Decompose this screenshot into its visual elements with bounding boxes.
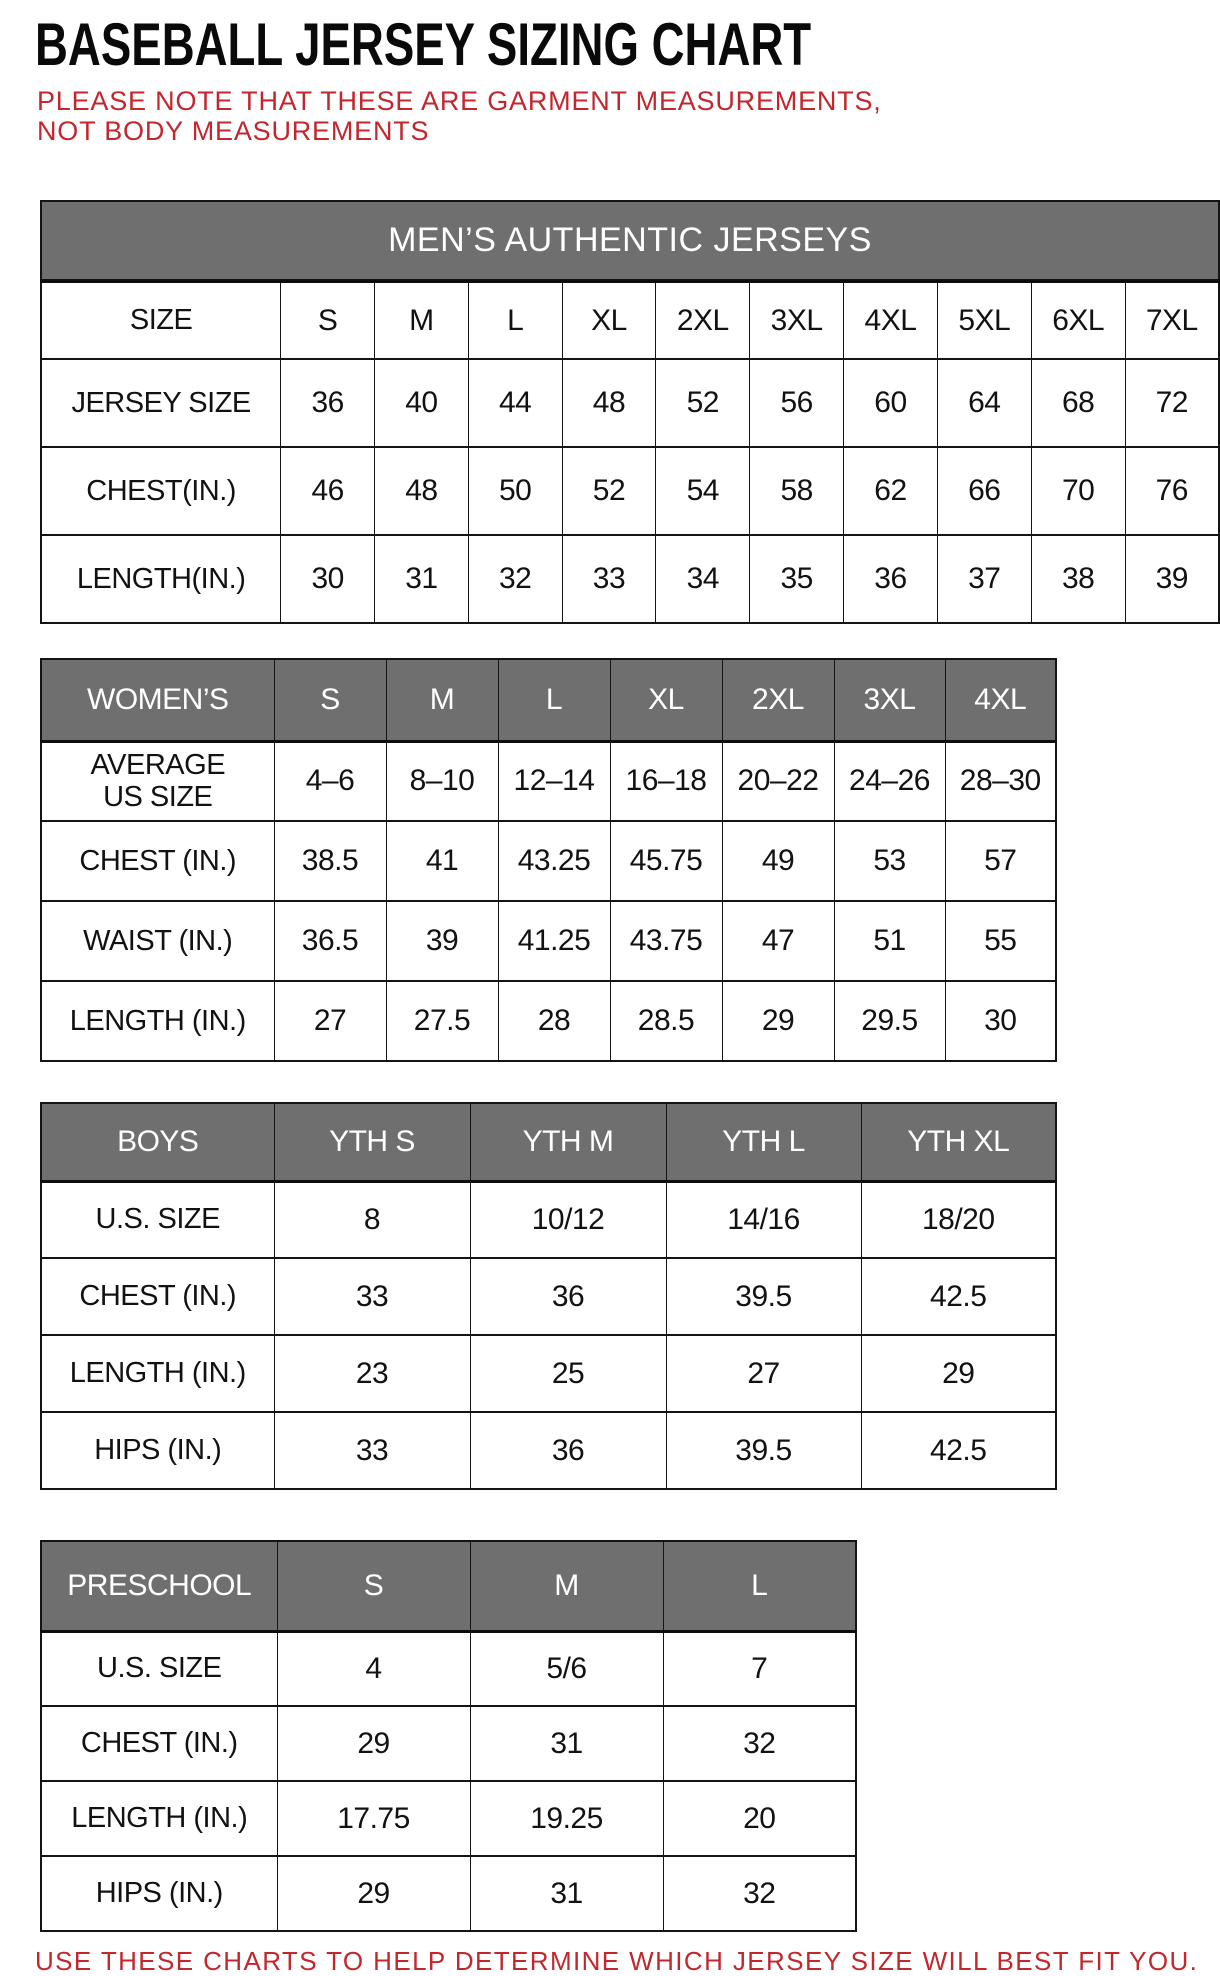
value-cell: 55: [945, 901, 1056, 981]
value-cell: 66: [937, 447, 1031, 535]
size-header-cell: S: [274, 659, 386, 741]
row-label-cell: SIZE: [41, 281, 281, 359]
value-cell: 56: [750, 359, 844, 447]
value-cell: 57: [945, 821, 1056, 901]
value-cell: 48: [562, 359, 656, 447]
value-cell: 4: [277, 1631, 470, 1706]
table-row: [41, 447, 1219, 535]
value-cell: 28–30: [945, 741, 1056, 821]
value-cell: 50: [468, 447, 562, 535]
value-cell: 36: [281, 359, 375, 447]
size-header-cell: 4XL: [945, 659, 1056, 741]
row-label-cell: HIPS (IN.): [41, 1412, 274, 1489]
value-cell: 2XL: [656, 281, 750, 359]
header-label-cell: BOYS: [41, 1103, 274, 1181]
value-cell: 44: [468, 359, 562, 447]
value-cell: 4–6: [274, 741, 386, 821]
value-cell: 36: [470, 1412, 666, 1489]
garment-measurements-note: PLEASE NOTE THAT THESE ARE GARMENT MEASUREMENTS, NOT BODY MEASUREMENTS: [37, 86, 882, 146]
table-row: [41, 359, 1219, 447]
value-cell: 36: [844, 535, 938, 623]
womens-sizing-table: [40, 658, 1057, 1062]
value-cell: 34: [656, 535, 750, 623]
row-label-cell: JERSEY SIZE: [41, 359, 281, 447]
value-cell: 14/16: [666, 1181, 861, 1258]
size-header-cell: YTH M: [470, 1103, 666, 1181]
value-cell: 31: [375, 535, 469, 623]
value-cell: M: [375, 281, 469, 359]
value-cell: 64: [937, 359, 1031, 447]
row-label-cell: AVERAGE US SIZE: [41, 741, 274, 821]
page-title: BASEBALL JERSEY SIZING CHART: [35, 11, 812, 79]
value-cell: 39.5: [666, 1412, 861, 1489]
size-header-cell: S: [277, 1541, 470, 1631]
value-cell: 30: [945, 981, 1056, 1061]
row-label-cell: CHEST (IN.): [41, 1706, 277, 1781]
row-label-cell: CHEST(IN.): [41, 447, 281, 535]
value-cell: 68: [1031, 359, 1125, 447]
value-cell: 39.5: [666, 1258, 861, 1335]
boys-sizing-table: [40, 1102, 1057, 1490]
size-header-cell: 2XL: [722, 659, 834, 741]
size-header-cell: M: [470, 1541, 663, 1631]
row-label-cell: LENGTH(IN.): [41, 535, 281, 623]
value-cell: 8–10: [386, 741, 498, 821]
value-cell: 4XL: [844, 281, 938, 359]
value-cell: 23: [274, 1335, 470, 1412]
value-cell: 41: [386, 821, 498, 901]
value-cell: 37: [937, 535, 1031, 623]
table-row: [41, 741, 1056, 821]
table-row: [41, 1258, 1056, 1335]
value-cell: 76: [1125, 447, 1219, 535]
value-cell: 38: [1031, 535, 1125, 623]
table-header-row: [41, 1103, 1056, 1181]
value-cell: 7XL: [1125, 281, 1219, 359]
value-cell: 49: [722, 821, 834, 901]
value-cell: 33: [274, 1412, 470, 1489]
size-header-cell: L: [663, 1541, 856, 1631]
row-label-cell: HIPS (IN.): [41, 1856, 277, 1931]
table-row: [41, 821, 1056, 901]
value-cell: 51: [834, 901, 945, 981]
value-cell: 20–22: [722, 741, 834, 821]
value-cell: 43.25: [498, 821, 610, 901]
value-cell: 38.5: [274, 821, 386, 901]
size-header-cell: YTH L: [666, 1103, 861, 1181]
table-row: [41, 281, 1219, 359]
value-cell: 18/20: [861, 1181, 1056, 1258]
value-cell: 27.5: [386, 981, 498, 1061]
value-cell: 19.25: [470, 1781, 663, 1856]
value-cell: 30: [281, 535, 375, 623]
value-cell: 27: [666, 1335, 861, 1412]
value-cell: S: [281, 281, 375, 359]
value-cell: 42.5: [861, 1412, 1056, 1489]
value-cell: 25: [470, 1335, 666, 1412]
row-label-cell: U.S. SIZE: [41, 1181, 274, 1258]
row-label-cell: LENGTH (IN.): [41, 1781, 277, 1856]
table-banner-row: [41, 201, 1219, 281]
table-row: [41, 535, 1219, 623]
value-cell: 46: [281, 447, 375, 535]
preschool-sizing-table: [40, 1540, 857, 1932]
value-cell: 12–14: [498, 741, 610, 821]
size-header-cell: YTH XL: [861, 1103, 1056, 1181]
value-cell: 8: [274, 1181, 470, 1258]
value-cell: 28: [498, 981, 610, 1061]
value-cell: 53: [834, 821, 945, 901]
value-cell: 52: [656, 359, 750, 447]
value-cell: 36: [470, 1258, 666, 1335]
value-cell: 17.75: [277, 1781, 470, 1856]
header-label-cell: WOMEN’S: [41, 659, 274, 741]
value-cell: 42.5: [861, 1258, 1056, 1335]
row-label-cell: CHEST (IN.): [41, 821, 274, 901]
value-cell: 40: [375, 359, 469, 447]
mens-banner-cell: MEN’S AUTHENTIC JERSEYS: [41, 201, 1219, 281]
value-cell: 32: [663, 1706, 856, 1781]
table-row: [41, 1335, 1056, 1412]
table-row: [41, 1412, 1056, 1489]
row-label-cell: LENGTH (IN.): [41, 1335, 274, 1412]
footer-note: USE THESE CHARTS TO HELP DETERMINE WHICH JERSEY SIZE WILL BEST FIT YOU.: [35, 1946, 1199, 1976]
table-row: [41, 901, 1056, 981]
value-cell: 39: [1125, 535, 1219, 623]
value-cell: 29: [861, 1335, 1056, 1412]
value-cell: 35: [750, 535, 844, 623]
value-cell: 7: [663, 1631, 856, 1706]
value-cell: 31: [470, 1706, 663, 1781]
value-cell: 29.5: [834, 981, 945, 1061]
row-label-cell: CHEST (IN.): [41, 1258, 274, 1335]
size-header-cell: L: [498, 659, 610, 741]
value-cell: 5/6: [470, 1631, 663, 1706]
value-cell: 36.5: [274, 901, 386, 981]
value-cell: 47: [722, 901, 834, 981]
table-row: [41, 1631, 856, 1706]
row-label-cell: U.S. SIZE: [41, 1631, 277, 1706]
value-cell: 39: [386, 901, 498, 981]
value-cell: 52: [562, 447, 656, 535]
table-row: [41, 1781, 856, 1856]
value-cell: 29: [277, 1856, 470, 1931]
value-cell: 70: [1031, 447, 1125, 535]
value-cell: 10/12: [470, 1181, 666, 1258]
value-cell: 48: [375, 447, 469, 535]
value-cell: 32: [663, 1856, 856, 1931]
value-cell: XL: [562, 281, 656, 359]
value-cell: 58: [750, 447, 844, 535]
table-header-row: [41, 1541, 856, 1631]
value-cell: 72: [1125, 359, 1219, 447]
table-row: [41, 981, 1056, 1061]
value-cell: 6XL: [1031, 281, 1125, 359]
mens-authentic-jerseys-table: [40, 200, 1220, 624]
value-cell: 16–18: [610, 741, 722, 821]
value-cell: 5XL: [937, 281, 1031, 359]
value-cell: 62: [844, 447, 938, 535]
value-cell: 3XL: [750, 281, 844, 359]
value-cell: 33: [562, 535, 656, 623]
value-cell: 31: [470, 1856, 663, 1931]
table-row: [41, 1181, 1056, 1258]
value-cell: 41.25: [498, 901, 610, 981]
size-header-cell: M: [386, 659, 498, 741]
table-header-row: [41, 659, 1056, 741]
value-cell: 43.75: [610, 901, 722, 981]
value-cell: 32: [468, 535, 562, 623]
value-cell: 27: [274, 981, 386, 1061]
value-cell: 28.5: [610, 981, 722, 1061]
value-cell: 33: [274, 1258, 470, 1335]
page-title-row: [35, 11, 1220, 79]
table-row: [41, 1856, 856, 1931]
table-row: [41, 1706, 856, 1781]
size-header-cell: 3XL: [834, 659, 945, 741]
size-header-cell: YTH S: [274, 1103, 470, 1181]
row-label-cell: WAIST (IN.): [41, 901, 274, 981]
value-cell: 54: [656, 447, 750, 535]
value-cell: 45.75: [610, 821, 722, 901]
value-cell: 24–26: [834, 741, 945, 821]
row-label-cell: LENGTH (IN.): [41, 981, 274, 1061]
value-cell: L: [468, 281, 562, 359]
value-cell: 60: [844, 359, 938, 447]
header-label-cell: PRESCHOOL: [41, 1541, 277, 1631]
value-cell: 20: [663, 1781, 856, 1856]
value-cell: 29: [722, 981, 834, 1061]
value-cell: 29: [277, 1706, 470, 1781]
size-header-cell: XL: [610, 659, 722, 741]
